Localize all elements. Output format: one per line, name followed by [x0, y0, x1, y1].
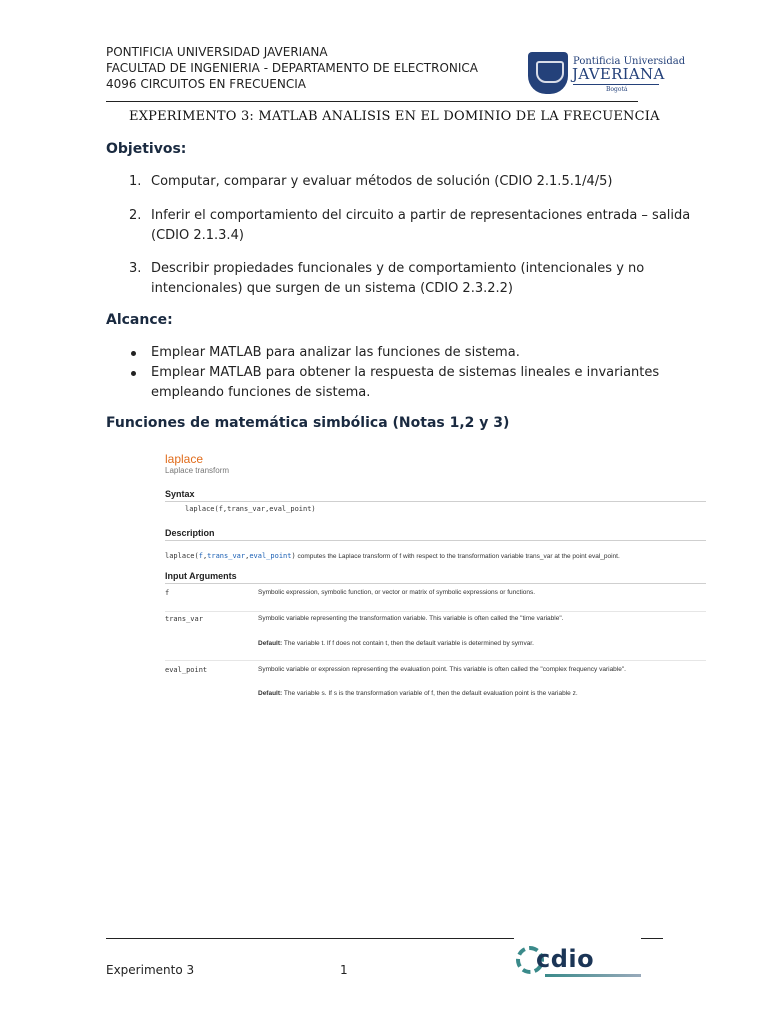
doc-arg-name: eval_point	[165, 666, 208, 674]
doc-default-label: Default:	[258, 690, 283, 697]
list-item-continuation: empleando funciones de sistema.	[151, 385, 371, 400]
javeriana-crest-icon	[528, 52, 568, 94]
doc-desc-comma: ,	[202, 552, 208, 560]
list-item: Emplear MATLAB para obtener la respuesta de sistemas lineales e invariantes	[151, 365, 660, 380]
doc-default-text: The variable s. If s is the transformation variable of f, then the default evaluation point is the variable z.	[282, 690, 578, 697]
footer-experiment-label: Experimento 3	[106, 963, 195, 977]
page-number: 1	[340, 963, 348, 977]
doc-arg-default	[258, 690, 578, 697]
doc-divider	[165, 501, 706, 502]
doc-row-divider	[165, 660, 706, 661]
doc-desc-comma: ,	[245, 552, 250, 560]
doc-arg-default	[258, 640, 534, 647]
list-item: Describir propiedades funcionales y de comportamiento (intencionales y no	[151, 261, 645, 276]
doc-arg-name: f	[165, 589, 170, 597]
doc-syntax-code: laplace(f,trans_var,eval_point)	[185, 505, 316, 513]
doc-description-heading: Description	[165, 528, 215, 538]
list-item-continuation: (CDIO 2.1.3.4)	[151, 228, 244, 243]
list-item-continuation: intencionales) que surgen de un sistema (CDIO 2.3.2.2)	[151, 281, 513, 296]
doc-divider	[165, 540, 706, 541]
objetivos-heading: Objetivos:	[106, 141, 187, 157]
doc-desc-link-f[interactable]: f	[198, 552, 203, 560]
doc-desc-link-eval-point[interactable]: eval_point	[249, 552, 292, 560]
doc-function-subtitle: Laplace transform	[165, 466, 230, 475]
logo-city-label: Bogotá	[606, 86, 628, 93]
footer-divider	[106, 938, 514, 939]
cdio-tagline-bar	[545, 974, 641, 977]
list-item-number: 1.	[129, 174, 142, 189]
bullet-icon	[131, 351, 136, 356]
doc-syntax-heading: Syntax	[165, 489, 195, 499]
doc-arg-desc: Symbolic expression, symbolic function, or vector or matrix of symbolic expressions or functions.	[258, 589, 536, 596]
doc-function-title: laplace	[165, 452, 204, 466]
doc-divider	[165, 583, 706, 584]
doc-input-heading: Input Arguments	[165, 571, 237, 581]
doc-desc-fn: laplace(	[165, 552, 199, 560]
list-item: Inferir el comportamiento del circuito a partir de representaciones entrada – salida	[151, 208, 691, 223]
doc-row-divider	[165, 611, 706, 612]
list-item: Emplear MATLAB para analizar las funciones de sistema.	[151, 345, 520, 360]
doc-desc-close: )	[291, 552, 296, 560]
funciones-heading: Funciones de matemática simbólica (Notas 1,2 y 3)	[106, 415, 510, 431]
logo-divider	[573, 84, 659, 85]
footer-divider-short	[641, 938, 663, 939]
list-item-number: 2.	[129, 208, 142, 223]
doc-desc-link-trans-var[interactable]: trans_var	[207, 552, 246, 560]
cdio-logo-text: cdio	[536, 945, 595, 973]
list-item: Computar, comparar y evaluar métodos de solución (CDIO 2.1.5.1/4/5)	[151, 174, 613, 189]
faculty-name: FACULTAD DE INGENIERIA - DEPARTAMENTO DE ELECTRONICA	[106, 61, 478, 75]
doc-arg-desc: Symbolic variable representing the transformation variable. This variable is often called the "time variable".	[258, 615, 564, 622]
header-divider	[106, 101, 638, 102]
university-name: PONTIFICIA UNIVERSIDAD JAVERIANA	[106, 45, 328, 59]
bullet-icon	[131, 371, 136, 376]
list-item-number: 3.	[129, 261, 142, 276]
page-title: EXPERIMENTO 3: MATLAB ANALISIS EN EL DOMINIO DE LA FRECUENCIA	[129, 109, 660, 124]
logo-javeriana-label: JAVERIANA	[572, 65, 665, 83]
course-name: 4096 CIRCUITOS EN FRECUENCIA	[106, 77, 306, 91]
alcance-heading: Alcance:	[106, 312, 173, 328]
doc-default-label: Default:	[258, 640, 283, 647]
doc-desc-text: computes the Laplace transform of f with respect to the transformation variable trans_var at the point eval_point.	[295, 553, 620, 560]
doc-arg-name: trans_var	[165, 615, 203, 623]
doc-description	[165, 545, 620, 563]
logo-university-label: Pontificia Universidad	[573, 56, 686, 67]
doc-arg-desc: Symbolic variable or expression representing the evaluation point. This variable is often called the "complex frequency variable".	[258, 666, 626, 673]
doc-default-text: The variable t. If f does not contain t, then the default variable is determined by symvar.	[282, 640, 534, 647]
